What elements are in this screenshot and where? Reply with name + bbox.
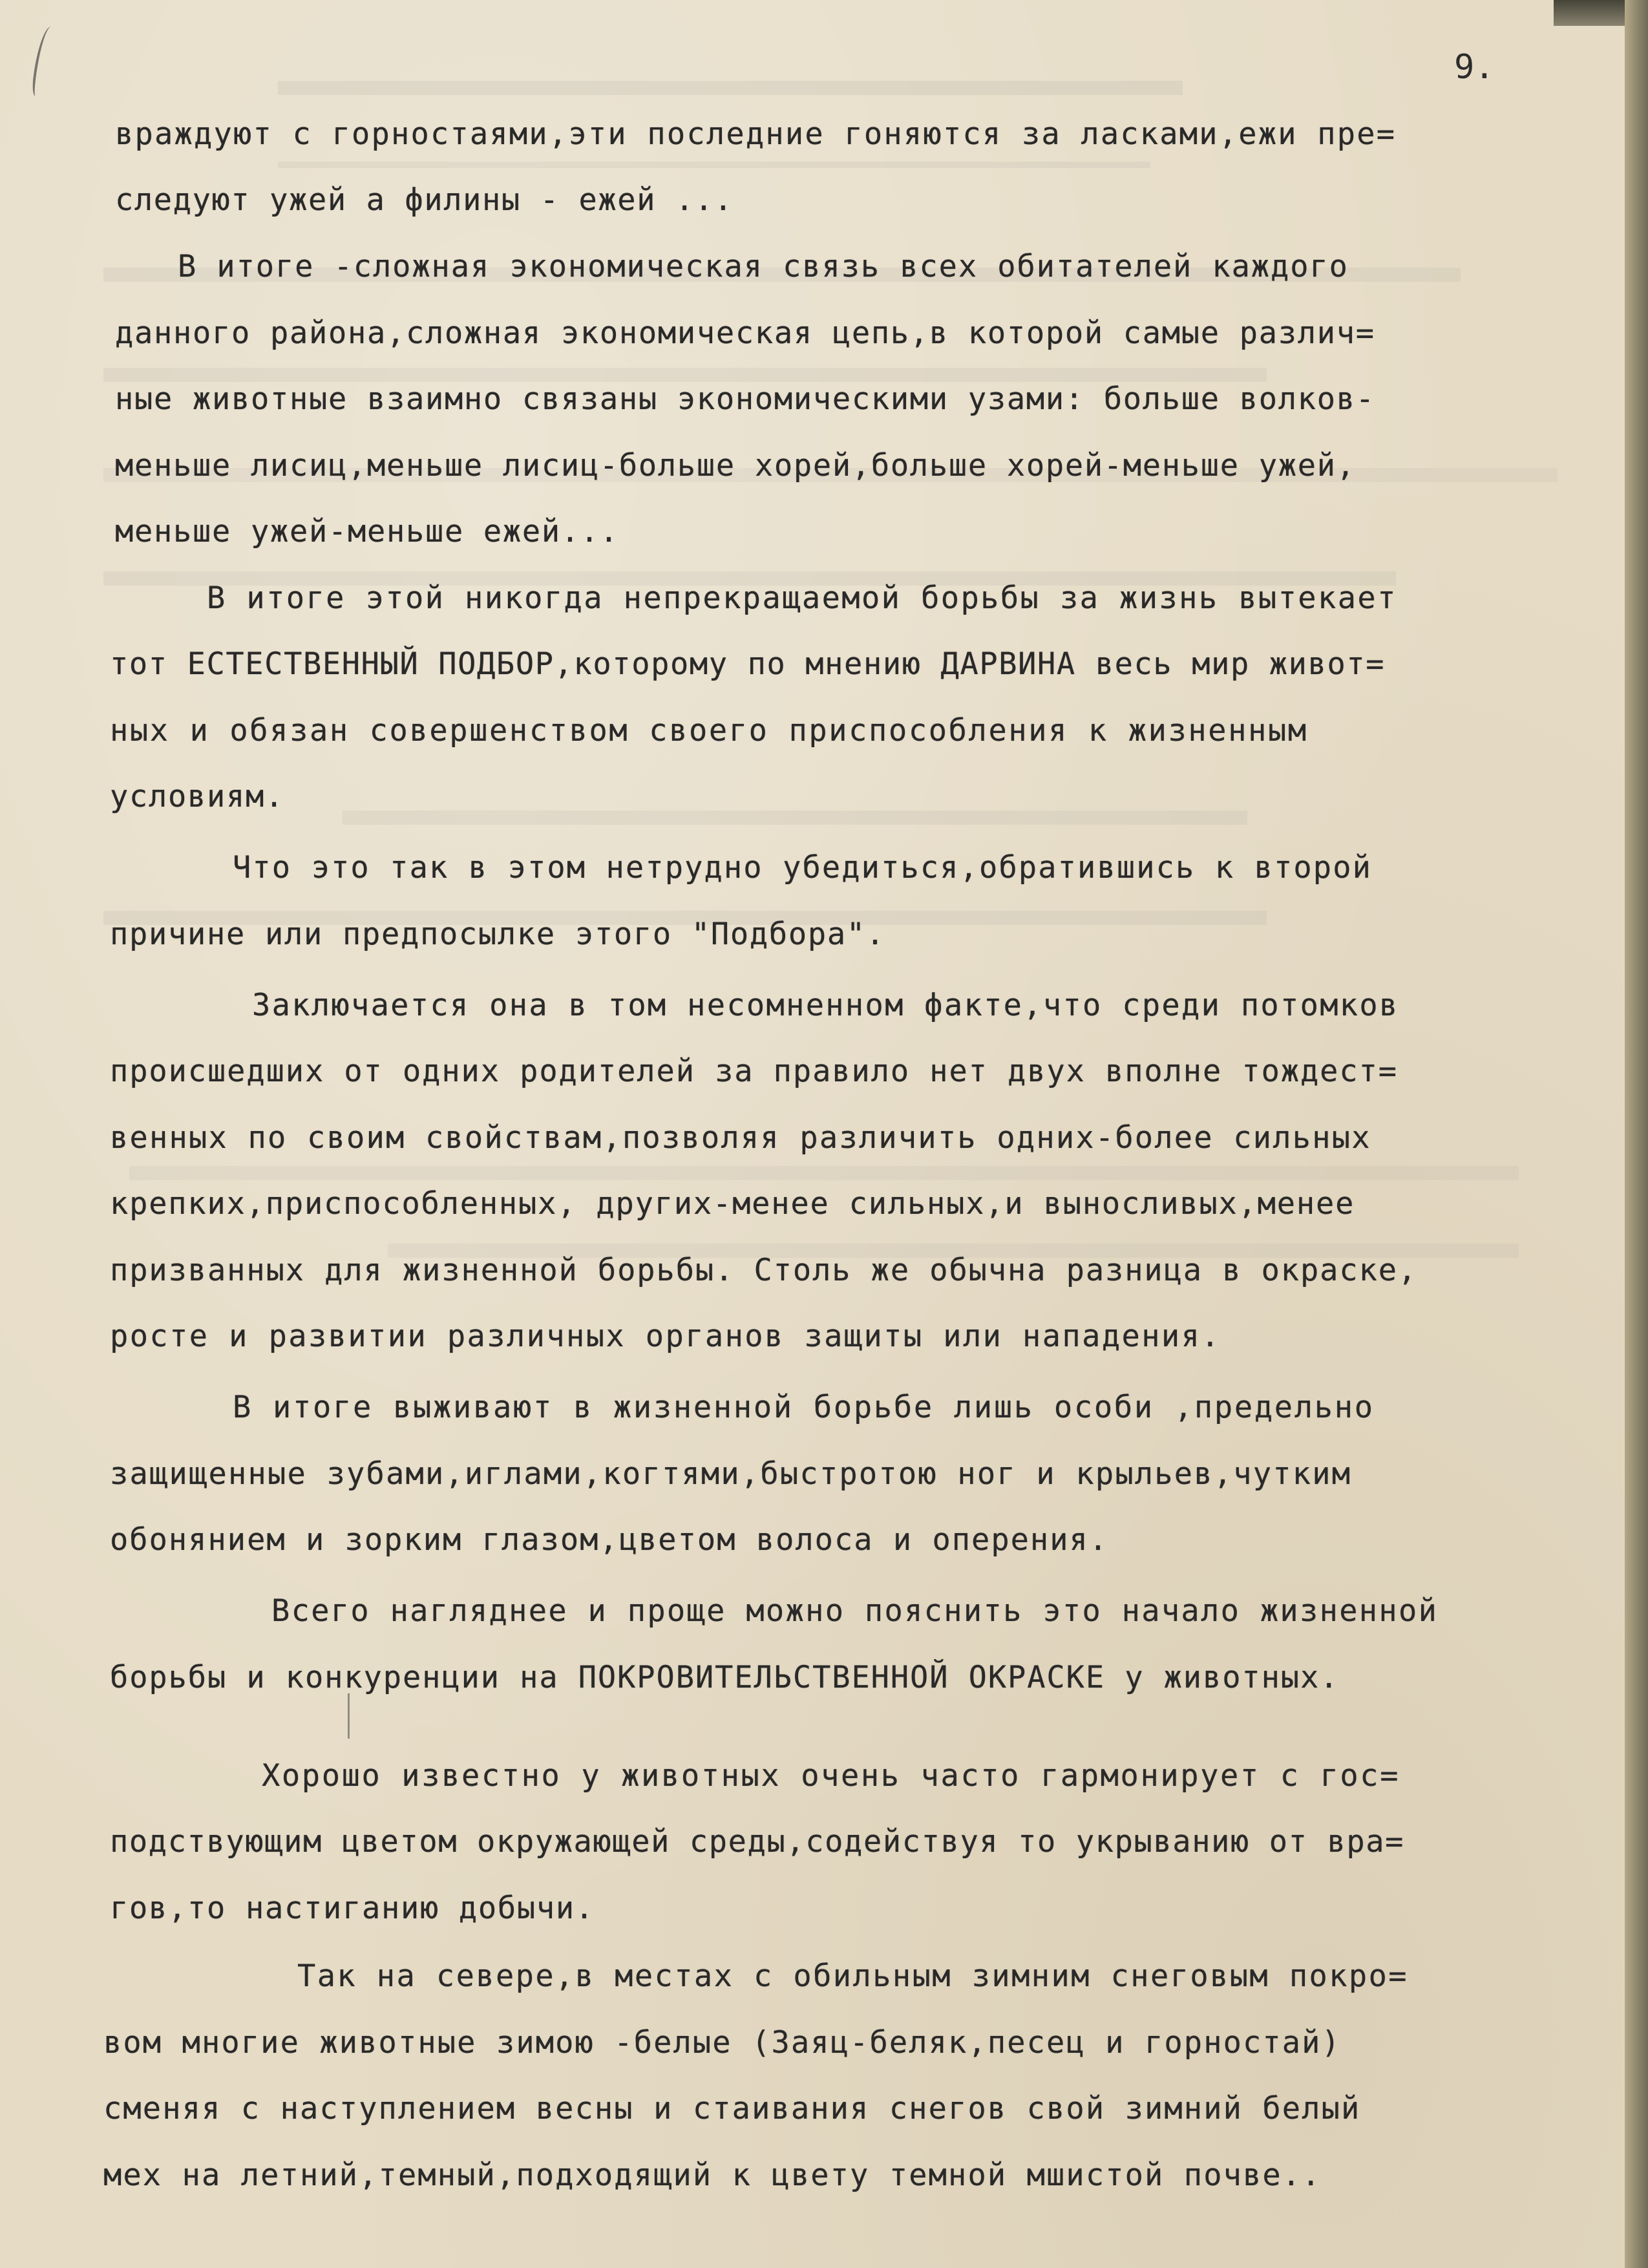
text-line: меньше ужей-меньше ежей... — [115, 514, 619, 549]
text-line: причине или предпосылке этого "Подбора". — [110, 917, 885, 952]
text-line: сменяя с наступлением весны и стаивания снегов свой зимний белый — [103, 2091, 1361, 2126]
text-line: призванных для жизненной борьбы. Столь же обычна разница в окраске, — [110, 1253, 1418, 1288]
text-line: Хорошо известно у животных очень часто гармонирует с гос= — [262, 1758, 1400, 1794]
text-line: борьбы и конкуренции на ПОКРОВИТЕЛЬСТВЕННОЙ ОКРАСКЕ у животных. — [110, 1660, 1340, 1695]
text-line: тот ЕСТЕСТВЕННЫЙ ПОДБОР,которому по мнению ДАРВИНА весь мир живот= — [110, 646, 1386, 682]
text-line: венных по своим свойствам,позволяя различить одних-более сильных — [110, 1120, 1371, 1156]
text-line: гов,то настиганию добычи. — [110, 1891, 595, 1926]
text-line: В итоге выживают в жизненной борьбе лишь особи ,предельно — [233, 1390, 1375, 1425]
text-line: подствующим цветом окружающей среды,содействуя то укрыванию от вра= — [110, 1824, 1405, 1860]
text-line: В итоге этой никогда непрекращаемой борьбы за жизнь вытекает — [207, 580, 1397, 616]
text-line: защищенные зубами,иглами,когтями,быстротою ног и крыльев,чутким — [110, 1456, 1352, 1492]
text-line: обонянием и зорким глазом,цветом волоса и оперения. — [110, 1522, 1109, 1558]
text-line: Что это так в этом нетрудно убедиться,обратившись к второй — [233, 850, 1372, 885]
text-line: Заключается она в том несомненном факте,что среди потомков — [252, 988, 1399, 1023]
text-line: условиям. — [110, 779, 284, 814]
text-line: вом многие животные зимою -белые (Заяц-беляк,песец и горностай) — [103, 2025, 1341, 2061]
text-line: данного района,сложная экономическая цепь,в которой самые различ= — [115, 315, 1375, 351]
text-line: росте и развитии различных органов защиты или нападения. — [110, 1319, 1221, 1354]
text-line: ных и обязан совершенством своего приспособления к жизненным — [110, 713, 1308, 748]
text-line: происшедших от одних родителей за правило нет двух вполне тождест= — [110, 1054, 1398, 1089]
text-line: Так на севере,в местах с обильным зимним снеговым покро= — [297, 1958, 1408, 1994]
text-line: Всего нагляднее и проще можно пояснить это начало жизненной — [271, 1593, 1439, 1629]
text-line: враждуют с горностаями,эти последние гоняются за ласками,ежи пре= — [115, 116, 1397, 152]
text-line: ные животные взаимно связаны экономическими узами: больше волков- — [115, 381, 1375, 417]
text-line: крепких,приспособленных, других-менее сильных,и выносливых,менее — [110, 1186, 1355, 1222]
text-line: следуют ужей а филины - ежей ... — [115, 182, 734, 218]
text-line: меньше лисиц,меньше лисиц-больше хорей,больше хорей-меньше ужей, — [115, 448, 1356, 483]
text-line: мех на летний,темный,подходящий к цвету темной мшистой почве.. — [103, 2157, 1322, 2193]
page-number: 9. — [1454, 48, 1495, 87]
text-line: В итоге -сложная экономическая связь всех обитателей каждого — [178, 249, 1349, 284]
